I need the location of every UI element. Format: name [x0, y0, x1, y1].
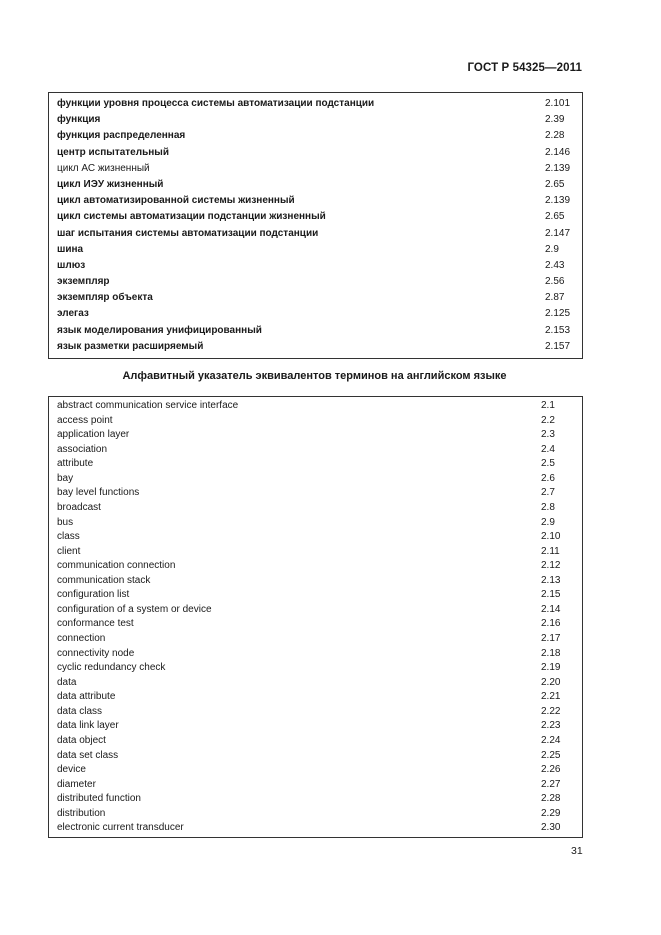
index-term: язык разметки расширяемый: [57, 340, 204, 352]
index-row: [49, 763, 582, 778]
index-term: conformance test: [57, 618, 134, 630]
index-term: центр испытательный: [57, 146, 169, 158]
index-reference: 2.3: [541, 429, 555, 441]
index-reference: 2.22: [541, 705, 561, 717]
index-row: [49, 778, 582, 793]
index-reference: 2.26: [541, 764, 561, 776]
index-row: [49, 161, 582, 177]
index-row: [49, 530, 582, 545]
index-term: cyclic redundancy check: [57, 662, 166, 674]
index-row: [49, 574, 582, 589]
index-term: язык моделирования унифицированный: [57, 324, 262, 336]
index-term: экземпляр объекта: [57, 292, 153, 304]
index-row: [49, 399, 582, 414]
index-term: communication stack: [57, 574, 151, 586]
index-row: [49, 96, 582, 112]
index-row: [49, 588, 582, 603]
index-row: [49, 428, 582, 443]
index-reference: 2.146: [545, 146, 571, 158]
index-term: access point: [57, 414, 113, 426]
index-row: [49, 209, 582, 225]
index-term: цикл системы автоматизации подстанции жизненный: [57, 211, 326, 223]
index-term: association: [57, 443, 108, 455]
index-reference: 2.13: [541, 574, 561, 586]
index-reference: 2.18: [541, 647, 561, 659]
index-term: элегаз: [57, 308, 89, 320]
index-reference: 2.28: [541, 793, 561, 805]
index-term: функция распределенная: [57, 130, 186, 142]
index-row: [49, 632, 582, 647]
index-term: цикл ИЭУ жизненный: [57, 178, 164, 190]
index-reference: 2.153: [545, 324, 571, 336]
index-reference: 2.9: [541, 516, 555, 528]
index-term: экземпляр: [57, 276, 110, 288]
index-reference: 2.65: [545, 211, 565, 223]
index-term: data: [57, 676, 77, 688]
index-term: diameter: [57, 778, 96, 790]
index-reference: 2.125: [545, 308, 571, 320]
index-term: client: [57, 545, 81, 557]
index-reference: 2.1: [541, 400, 555, 411]
index-row: [49, 258, 582, 274]
index-reference: 2.139: [545, 195, 571, 207]
index-term: connection: [57, 633, 106, 644]
english-index-title-text: Алфавитный указатель эквивалентов терминов на английском языке: [122, 370, 507, 382]
index-term: bus: [57, 516, 74, 528]
index-row: [49, 306, 582, 322]
index-reference: 2.9: [545, 243, 559, 255]
index-reference: 2.10: [541, 531, 561, 543]
index-reference: 2.39: [545, 114, 565, 126]
index-row: [49, 457, 582, 472]
index-row: [49, 128, 582, 144]
index-term: цикл АС жизненный: [57, 162, 150, 174]
english-index-table: [48, 396, 583, 838]
index-row: [49, 290, 582, 306]
index-row: [49, 242, 582, 258]
index-term: шаг испытания системы автоматизации подстанции: [57, 227, 319, 239]
index-reference: 2.12: [541, 560, 561, 572]
index-row: [49, 734, 582, 749]
index-row: [49, 193, 582, 209]
index-row: [49, 792, 582, 807]
index-row: [49, 705, 582, 720]
page-number: 31: [571, 845, 583, 857]
index-term: distribution: [57, 807, 106, 819]
index-reference: 2.4: [541, 443, 555, 455]
index-reference: 2.30: [541, 822, 561, 834]
index-term: electronic current transducer: [57, 822, 184, 834]
index-row: [49, 676, 582, 691]
index-row: [49, 647, 582, 662]
index-row: [49, 472, 582, 487]
index-term: функции уровня процесса системы автоматизации подстанции: [57, 98, 375, 109]
index-row: [49, 443, 582, 458]
index-reference: 2.24: [541, 734, 561, 746]
index-row: [49, 177, 582, 193]
index-term: data object: [57, 734, 106, 746]
index-reference: 2.20: [541, 676, 561, 688]
index-row: [49, 339, 582, 355]
index-term: distributed function: [57, 793, 141, 805]
index-row: [49, 719, 582, 734]
index-term: class: [57, 531, 80, 543]
index-reference: 2.7: [541, 487, 555, 499]
index-reference: 2.43: [545, 259, 565, 271]
index-term: функция: [57, 114, 101, 126]
index-term: data set class: [57, 749, 119, 761]
index-row: [49, 617, 582, 632]
index-row: [49, 516, 582, 531]
index-term: device: [57, 764, 86, 776]
index-reference: 2.11: [541, 545, 560, 557]
index-reference: 2.21: [541, 691, 561, 703]
document-code: ГОСТ Р 54325—2011: [467, 62, 582, 74]
index-term: data link layer: [57, 720, 119, 732]
index-term: data attribute: [57, 691, 116, 703]
index-reference: 2.5: [541, 458, 555, 470]
index-reference: 2.19: [541, 662, 561, 674]
index-term: шина: [57, 243, 84, 255]
index-reference: 2.17: [541, 633, 561, 644]
index-reference: 2.15: [541, 589, 561, 601]
index-row: [49, 323, 582, 339]
index-row: [49, 559, 582, 574]
index-row: [49, 501, 582, 516]
index-term: configuration of a system or device: [57, 603, 212, 615]
english-index-title: [0, 370, 661, 382]
index-row: [49, 486, 582, 501]
index-row: [49, 749, 582, 764]
index-term: broadcast: [57, 501, 101, 513]
index-row: [49, 414, 582, 429]
index-reference: 2.29: [541, 807, 561, 819]
index-row: [49, 274, 582, 290]
index-term: attribute: [57, 458, 94, 470]
index-term: bay level functions: [57, 487, 140, 499]
index-reference: 2.157: [545, 340, 571, 352]
index-term: configuration list: [57, 589, 130, 601]
index-reference: 2.28: [545, 130, 565, 142]
index-row: [49, 226, 582, 242]
index-term: data class: [57, 705, 103, 717]
index-reference: 2.23: [541, 720, 561, 732]
index-row: [49, 145, 582, 161]
index-reference: 2.65: [545, 178, 565, 190]
index-term: application layer: [57, 429, 130, 441]
index-row: [49, 807, 582, 822]
index-row: [49, 690, 582, 705]
index-reference: 2.87: [545, 292, 565, 304]
index-row: [49, 821, 582, 836]
index-term: цикл автоматизированной системы жизненный: [57, 195, 295, 207]
index-row: [49, 603, 582, 618]
index-reference: 2.139: [545, 162, 571, 174]
index-reference: 2.101: [545, 98, 571, 109]
russian-index-table: [48, 92, 583, 359]
index-reference: 2.8: [541, 501, 555, 513]
index-reference: 2.147: [545, 227, 571, 239]
index-reference: 2.56: [545, 276, 565, 288]
index-reference: 2.14: [541, 603, 561, 615]
index-row: [49, 661, 582, 676]
index-reference: 2.25: [541, 749, 561, 761]
index-term: шлюз: [57, 259, 86, 271]
index-reference: 2.16: [541, 618, 561, 630]
index-reference: 2.6: [541, 472, 555, 484]
index-term: bay: [57, 472, 74, 484]
index-term: abstract communication service interface: [57, 400, 239, 411]
index-reference: 2.27: [541, 778, 561, 790]
index-term: connectivity node: [57, 647, 135, 659]
index-term: communication connection: [57, 560, 176, 572]
index-reference: 2.2: [541, 414, 555, 426]
index-row: [49, 112, 582, 128]
index-row: [49, 545, 582, 560]
